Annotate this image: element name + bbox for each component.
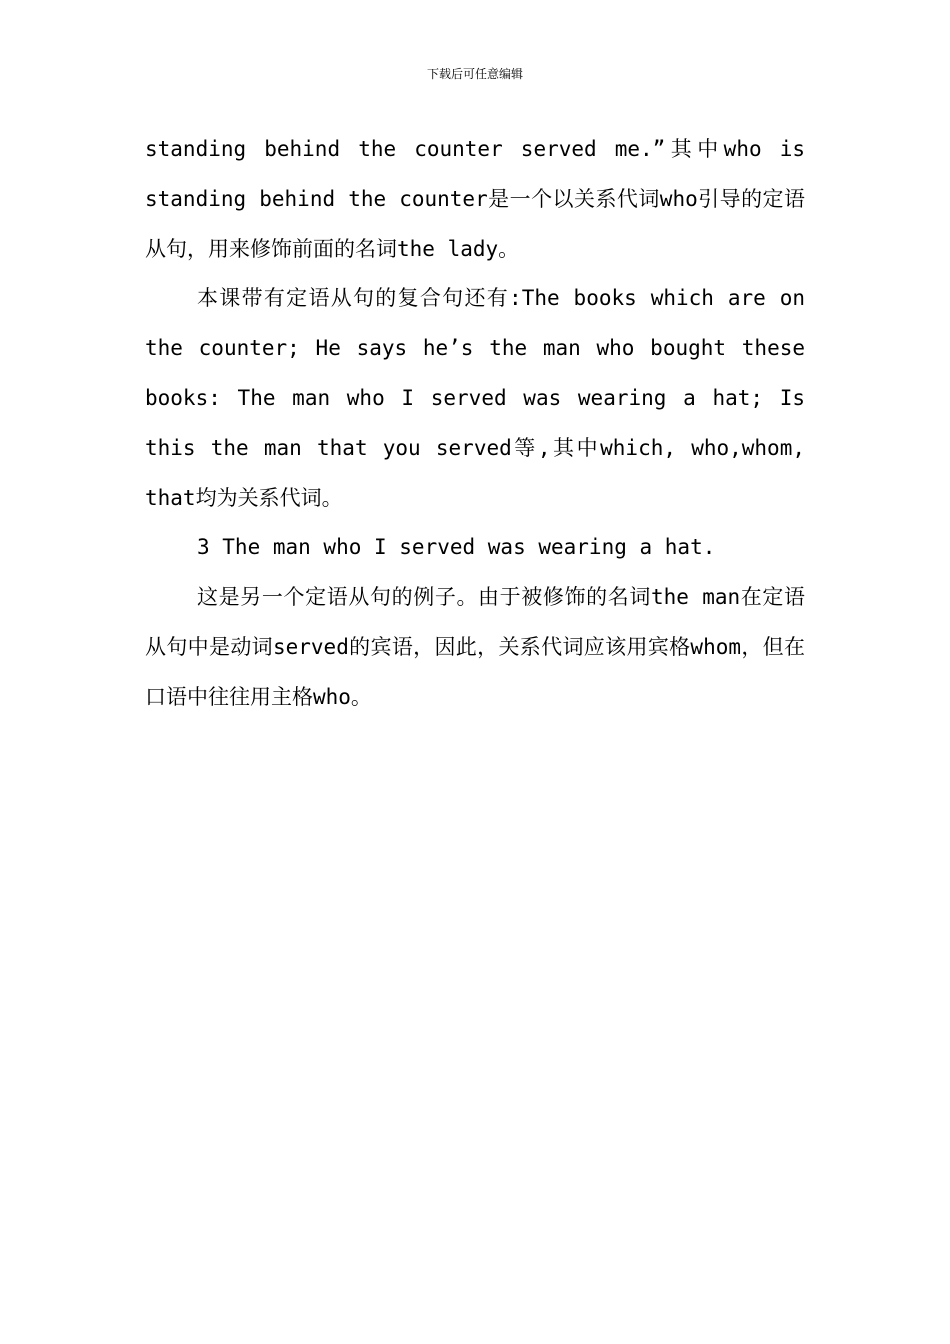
paragraph-compound-sentences: 本课带有定语从句的复合句还有:The books which are on the counter; He says he’s the man who bought these books: The man who I served was wearing a hat; Is this the man that you served等,其中which, who,whom, that均为关系代词。 xyxy=(145,286,805,510)
paragraph-continuation: standing behind the counter served me.”其中who is standing behind the counter是一个以关系代词who引导的定语从句，用来修饰前面的名词the lady。 xyxy=(145,137,805,261)
page-header: 下载后可任意编辑 xyxy=(426,67,523,81)
document-body xyxy=(145,125,805,723)
paragraph-object-pronoun: 这是另一个定语从句的例子。由于被修饰的名词the man在定语从句中是动词served的宾语，因此，关系代词应该用宾格whom，但在口语中往往用主格who。 xyxy=(145,585,805,709)
paragraph-example-3: 3 The man who I served was wearing a hat. xyxy=(197,535,716,560)
